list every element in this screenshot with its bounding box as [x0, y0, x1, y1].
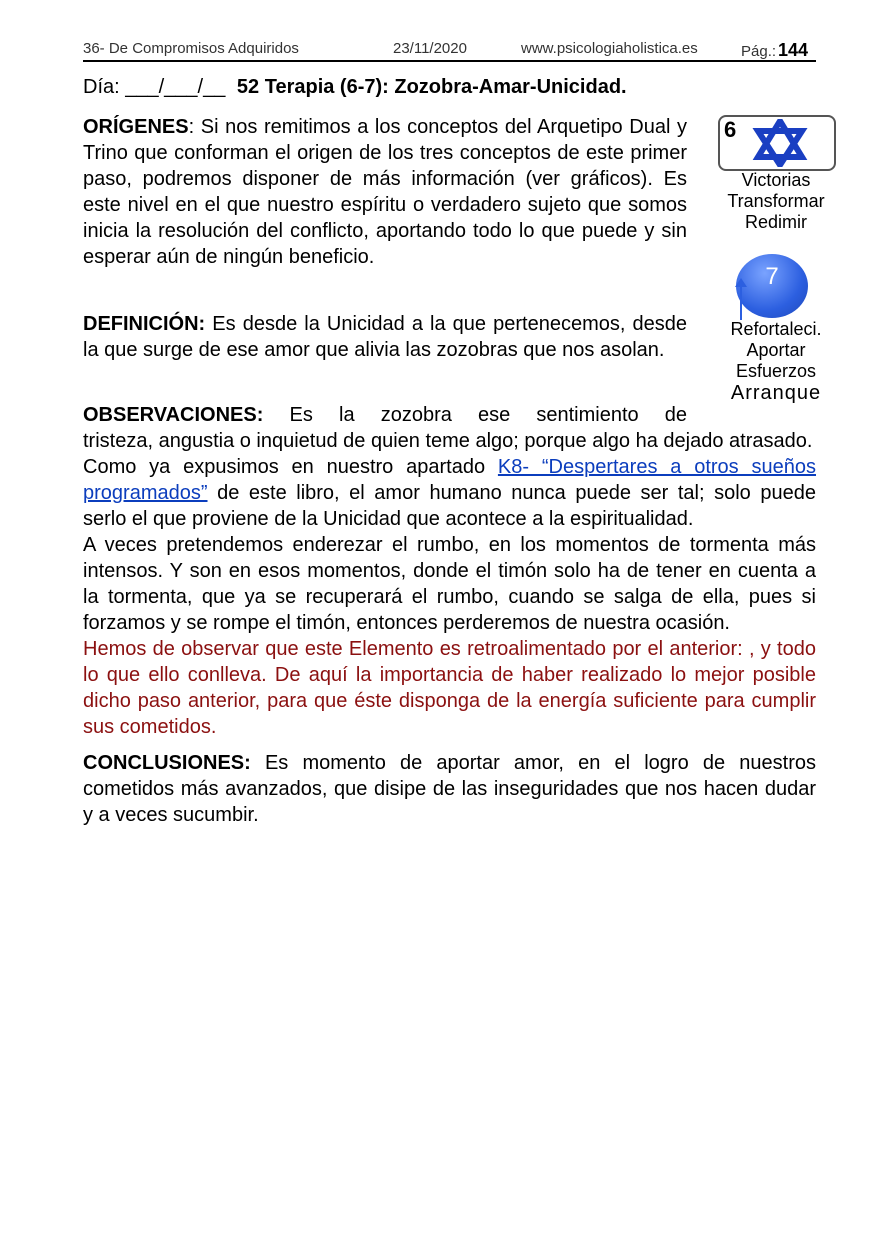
- observaciones-p4: Hemos de observar que este Elemento es retroalimentado por el anterior: , y todo lo que ello conlleva. De aquí la importancia de haber realizado lo mejor posible dicho paso anterior, para que éste disponga de la energía suficiente para cumplir sus cometidos.: [83, 638, 816, 738]
- step-6-card: [718, 115, 836, 171]
- k8-link[interactable]: K8- “Despertares a otros sueños programados”: [83, 456, 816, 504]
- conclusiones-heading: CONCLUSIONES:: [83, 752, 251, 774]
- page-number: 144: [778, 40, 809, 60]
- header-title: 36- De Compromisos Adquiridos: [83, 40, 299, 57]
- star-of-david-icon: [752, 119, 808, 167]
- observaciones-p2: [83, 454, 816, 532]
- p2-after: de este libro, el amor humano nunca puede ser tal; solo puede serlo el que proviene de la Unicidad que acontece a la espiritualidad.: [83, 482, 816, 530]
- ball-label-1: Refortaleci.: [730, 319, 822, 339]
- card-label-1: Victorias: [741, 170, 811, 190]
- archetype-graphic: [706, 112, 846, 412]
- observaciones-p3: A veces pretendemos enderezar el rumbo, en los momentos de tormenta más intensos. Y son en esos momentos, donde el timón solo ha de tener en cuenta a la tormenta, que ya se recuperará el rumbo, cuando se salga de ella, pues si forzamos y se rompe el timón, entonces perderemos de nuestra ocasión.: [83, 534, 816, 634]
- origenes-paragraph: [83, 114, 687, 270]
- card-label-2: Transformar: [727, 191, 825, 211]
- observaciones-p1: tristeza, angustia o inquietud de quien teme algo; porque algo ha dejado atrasado.: [83, 430, 813, 452]
- therapy-title: 52 Terapia (6-7): Zozobra-Amar-Unicidad.: [236, 76, 627, 98]
- page-label: Pág.:: [741, 43, 777, 60]
- header-date: 23/11/2020: [393, 40, 467, 57]
- bottom-label: Arranque: [730, 382, 822, 404]
- step-7-ball: 7: [736, 254, 808, 318]
- card-label-3: Redimir: [744, 212, 807, 232]
- ball-label-3: Esfuerzos: [735, 361, 817, 381]
- definicion-heading: DEFINICIÓN:: [83, 313, 206, 335]
- header-page: [741, 40, 808, 61]
- conclusiones-text: Es momento de aportar amor, en el logro de nuestros cometidos más avanzados, que disipe de las inseguridades que nos hacen dudar y a veces sucumbir.: [83, 752, 816, 826]
- header-site: www.psicologiaholistica.es: [521, 40, 698, 57]
- page-header: [83, 38, 816, 62]
- definicion-text: Es desde la Unicidad a la que pertenecemos, desde la que surge de ese amor que alivia las zozobras que nos asolan.: [83, 313, 687, 361]
- observaciones-body: [83, 428, 816, 828]
- origenes-heading: ORÍGENES: [83, 116, 189, 138]
- observaciones-first-line: [83, 402, 687, 428]
- p2-before: Como ya expusimos en nuestro apartado: [83, 456, 498, 478]
- up-arrow-icon: [740, 284, 742, 320]
- day-label: Día: ___/___/__: [83, 76, 226, 98]
- card-number: 6: [724, 117, 737, 142]
- day-line: [83, 76, 627, 99]
- conclusiones-paragraph: [83, 750, 816, 828]
- ball-label-2: Aportar: [746, 340, 806, 360]
- definicion-paragraph: [83, 311, 687, 363]
- observaciones-line1: Es la zozobra ese sentimiento de: [263, 404, 687, 426]
- origenes-text: : Si nos remitimos a los conceptos del Arquetipo Dual y Trino que conforman el origen de los tres conceptos de este primer paso, podremos disponer de más información (ver gráficos). Es este nivel en el que nuestro espíritu o verdadero sujeto que somos inicia la resolución del conflicto, aportando todo lo que puede y sin esperar aún de ningún beneficio.: [83, 116, 687, 268]
- observaciones-heading: OBSERVACIONES:: [83, 404, 264, 426]
